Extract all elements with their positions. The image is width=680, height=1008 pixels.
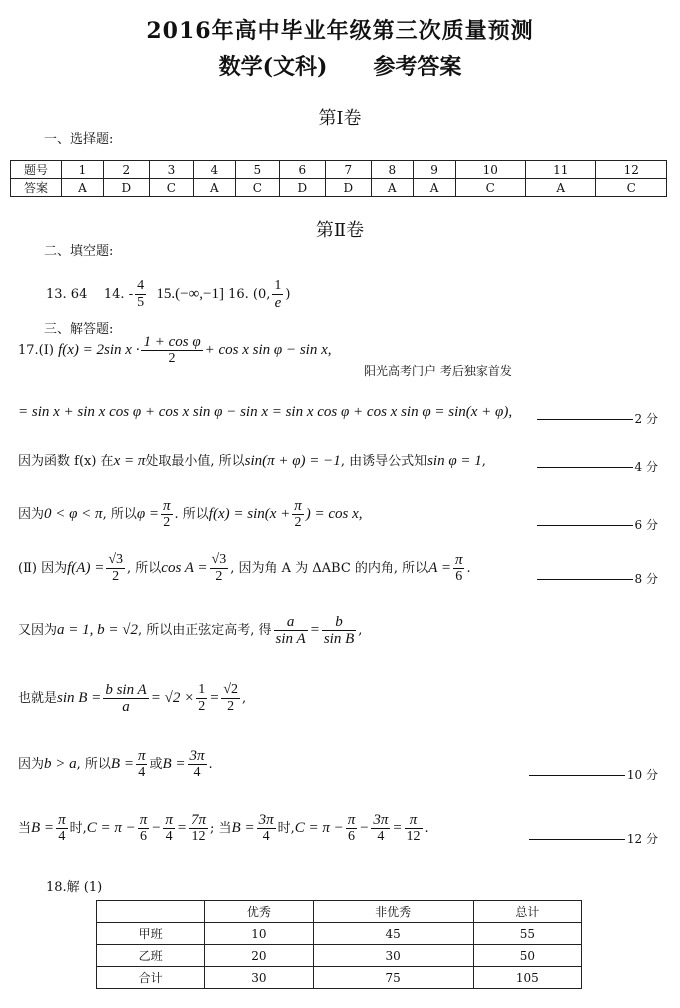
fraction [103, 682, 148, 715]
contingency-table [96, 900, 582, 989]
score-label: 8 分 [634, 572, 658, 586]
table-cell: 50 [473, 945, 581, 967]
fraction [257, 812, 276, 845]
section-free-response: 三、解答题: [44, 322, 114, 337]
table-cell: 4 [193, 161, 235, 179]
text: 因为 [18, 757, 45, 772]
math-expression: − [151, 820, 162, 836]
table-cell: A [193, 179, 235, 197]
table-cell: A [371, 179, 413, 197]
text: . [208, 757, 213, 772]
text: (Ⅱ) 因为 [18, 561, 68, 576]
numerator: 7π [191, 812, 207, 828]
text: , [242, 691, 247, 706]
text: 又因为 [18, 623, 58, 638]
fraction [161, 498, 173, 531]
fraction [371, 812, 390, 845]
denominator: 2 [198, 699, 206, 714]
table-cell: 3 [149, 161, 193, 179]
text: 时, [69, 821, 87, 836]
table-cell: A [62, 179, 104, 197]
table-cell: 答案 [11, 179, 62, 197]
numerator: 3π [189, 748, 205, 764]
fraction [163, 812, 175, 845]
math-expression: ) = cos x, [305, 506, 363, 522]
table-cell: A [526, 179, 596, 197]
denominator: 6 [348, 829, 356, 844]
score-label: 10 分 [626, 768, 658, 782]
numerator: π [347, 812, 356, 828]
math-expression: = sin x + sin x cos φ + cos x sin φ − sin x = sin x cos φ + cos x sin φ = sin(x + φ), [18, 404, 513, 420]
q17-label: 17.(Ⅰ) [18, 343, 54, 358]
table-cell [97, 901, 205, 923]
math-expression: sin B = [57, 690, 102, 706]
denominator: 4 [377, 829, 385, 844]
q17-line-1 [18, 334, 332, 367]
fraction [405, 812, 423, 845]
table-cell: 20 [205, 945, 313, 967]
table-cell: C [455, 179, 525, 197]
q17-line-9 [18, 812, 429, 845]
table-cell: 8 [371, 161, 413, 179]
math-expression: = √2 × [150, 690, 195, 706]
document-title: 2016年高中毕业年级第三次质量预测 [146, 18, 534, 44]
fraction [188, 748, 207, 781]
numerator: 1 + cos φ [143, 334, 201, 350]
math-expression: A = [428, 560, 451, 576]
math-expression: f(x) = sin(x + [208, 506, 291, 522]
numerator: π [165, 812, 173, 828]
math-expression: 0 < φ < π [44, 506, 103, 522]
q17-line-8 [18, 748, 213, 781]
table-cell: 105 [473, 967, 581, 989]
table-cell: 6 [279, 161, 325, 179]
answer-13: 13. 64 [46, 287, 88, 302]
fraction [56, 812, 68, 845]
numerator: √2 [223, 682, 239, 697]
q17-line-4 [18, 498, 363, 531]
math-expression: = [209, 690, 220, 706]
table-row [11, 161, 667, 179]
table-cell: 合计 [97, 967, 205, 989]
table-cell: A [413, 179, 455, 197]
denominator: sin A [275, 631, 306, 647]
math-expression: φ = [136, 506, 160, 522]
answer-16-suffix: ) [285, 287, 291, 302]
score-mark [529, 766, 658, 783]
fraction [136, 748, 148, 781]
volume-2-heading: 第Ⅱ卷 [315, 220, 365, 241]
fraction [106, 552, 125, 585]
text: ; 当 [210, 821, 232, 836]
numerator: 1 [198, 682, 206, 697]
numerator: b [322, 614, 356, 631]
denominator: 6 [455, 569, 463, 584]
table-row [97, 945, 582, 967]
table-cell: 45 [313, 923, 473, 945]
table-cell: 甲班 [97, 923, 205, 945]
table-cell: 30 [313, 945, 473, 967]
answer-14-fraction [135, 278, 146, 311]
dash-line [537, 525, 633, 526]
denominator: a [122, 699, 130, 715]
table-cell: 11 [526, 161, 596, 179]
table-cell: 非优秀 [313, 901, 473, 923]
fraction [196, 682, 207, 715]
table-cell: 30 [205, 967, 313, 989]
denominator: 2 [294, 515, 302, 530]
denominator: 2 [112, 569, 120, 584]
text: 或 [149, 757, 163, 772]
answer-16-fraction [272, 278, 283, 311]
table-cell: 优秀 [205, 901, 313, 923]
q17-line-7 [18, 682, 246, 715]
table-cell: 10 [205, 923, 313, 945]
table-cell: 12 [596, 161, 667, 179]
text: . 所以 [174, 507, 209, 522]
fraction [322, 614, 356, 647]
denominator: 2 [163, 515, 171, 530]
text: 当 [18, 821, 32, 836]
q17-line-2 [18, 404, 512, 421]
math-expression: b > a [44, 756, 77, 772]
table-cell: D [279, 179, 325, 197]
text: , 因为角 A 为 ΔABC 的内角, 所以 [230, 561, 429, 576]
math-expression: + cos x sin φ − sin x, [204, 342, 332, 358]
math-expression: f(x) = 2sin x · [58, 342, 140, 358]
math-expression: sin φ = 1 [427, 453, 482, 469]
q17-line-3 [18, 450, 486, 470]
fraction [453, 552, 465, 585]
math-expression: a = 1, b = √2 [57, 622, 138, 638]
table-cell: 总计 [473, 901, 581, 923]
table-cell: 10 [455, 161, 525, 179]
score-label: 6 分 [634, 518, 658, 532]
denominator: 4 [262, 829, 270, 844]
score-label: 4 分 [634, 460, 658, 474]
section-fill-in: 二、填空题: [44, 244, 114, 259]
numerator: π [405, 812, 423, 829]
section-multiple-choice: 一、选择题: [44, 132, 114, 147]
text: 处取最小值, 所以 [145, 454, 245, 469]
math-expression: − [359, 820, 370, 836]
watermark-text: 阳光高考门户 考后独家首发 [364, 364, 512, 378]
math-expression: f(A) = [67, 560, 105, 576]
table-cell: 75 [313, 967, 473, 989]
math-expression: cos A = [161, 560, 208, 576]
answer-key-label: 参考答案 [373, 54, 462, 80]
text: 时, [277, 821, 295, 836]
math-expression: C = π − [86, 820, 136, 836]
fraction [210, 552, 229, 585]
table-cell: 55 [473, 923, 581, 945]
answer-14-prefix: 14. - [103, 287, 134, 302]
q18-label: 18.解 (1) [46, 880, 103, 895]
denominator: 5 [137, 295, 145, 310]
score-mark [537, 516, 658, 533]
math-expression: B = [110, 756, 134, 772]
numerator: √3 [211, 552, 227, 567]
denominator: 2 [168, 351, 176, 366]
text: . [424, 821, 429, 836]
numerator: 3π [258, 812, 274, 828]
score-mark [537, 410, 658, 427]
math-expression: x = π [113, 453, 146, 469]
denominator: 12 [191, 829, 206, 844]
text: 因为 [18, 507, 45, 522]
math-expression: B = [162, 756, 186, 772]
table-row [97, 967, 582, 989]
q17-line-5 [18, 552, 471, 585]
numerator: π [294, 498, 302, 514]
math-expression: = [392, 820, 403, 836]
text: . [466, 561, 471, 576]
table-cell: C [149, 179, 193, 197]
fraction [189, 812, 208, 845]
table-cell: 1 [62, 161, 104, 179]
denominator: 4 [193, 765, 201, 780]
text: , [481, 454, 486, 469]
table-cell: 7 [325, 161, 371, 179]
dash-line [529, 775, 625, 776]
answer-16-prefix: 16. (0, [228, 287, 271, 302]
multiple-choice-table [10, 160, 667, 197]
math-expression: C = π − [294, 820, 344, 836]
numerator: b sin A [105, 682, 147, 698]
denominator: 2 [227, 699, 235, 714]
numerator: π [137, 748, 146, 764]
dash-line [537, 579, 633, 580]
text: , 所以 [76, 757, 111, 772]
numerator: √3 [108, 552, 124, 567]
denominator: 2 [215, 569, 223, 584]
denominator: 12 [406, 829, 421, 844]
document-subtitle [0, 50, 680, 81]
fraction [274, 614, 308, 647]
fraction [292, 498, 304, 531]
numerator: π [163, 498, 171, 514]
text: , 由诱导公式知 [340, 454, 428, 469]
table-cell: D [325, 179, 371, 197]
denominator: sin B [323, 631, 355, 647]
table-cell: 5 [235, 161, 279, 179]
numerator: 1 [274, 278, 282, 293]
subject-label: 数学(文科) [218, 54, 328, 80]
fraction [346, 812, 358, 845]
numerator: π [454, 552, 463, 568]
table-cell: C [235, 179, 279, 197]
numerator: π [58, 812, 66, 828]
denominator: 4 [138, 765, 146, 780]
table-cell: 题号 [11, 161, 62, 179]
answer-15: 15.(−∞,−1] [156, 286, 224, 302]
score-mark [529, 830, 658, 847]
table-row [97, 923, 582, 945]
q17-line-6 [18, 614, 362, 647]
text: , 所以由正弦定高考, 得 [138, 623, 272, 638]
fill-in-answers [46, 278, 290, 311]
text: , 所以 [102, 507, 137, 522]
numerator: a [274, 614, 308, 631]
table-row [97, 901, 582, 923]
numerator: 3π [373, 812, 389, 828]
denominator: 6 [139, 829, 147, 844]
text: 也就是 [18, 691, 58, 706]
fraction [221, 682, 240, 715]
denominator: 4 [165, 829, 173, 844]
table-row [11, 179, 667, 197]
text: , 所以 [127, 561, 162, 576]
dash-line [529, 839, 625, 840]
table-cell: C [596, 179, 667, 197]
math-expression: = [309, 622, 320, 638]
math-expression: sin(π + φ) = −1 [244, 453, 341, 469]
math-expression: B = [231, 820, 255, 836]
table-cell: 乙班 [97, 945, 205, 967]
dash-line [537, 419, 633, 420]
text: , [358, 623, 363, 638]
math-expression: = [176, 820, 188, 836]
fraction [138, 812, 150, 845]
table-cell: 9 [413, 161, 455, 179]
math-expression: B = [31, 820, 55, 836]
fraction [141, 334, 202, 367]
numerator: 4 [137, 278, 145, 293]
numerator: π [139, 812, 148, 828]
score-label: 12 分 [626, 832, 658, 846]
text: 因为函数 f(x) 在 [18, 454, 114, 469]
denominator: e [274, 295, 282, 311]
table-cell: D [103, 179, 149, 197]
score-label: 2 分 [634, 412, 658, 426]
score-mark [537, 570, 658, 587]
score-mark [537, 458, 658, 475]
volume-1-heading: 第Ⅰ卷 [318, 108, 362, 129]
dash-line [537, 467, 633, 468]
denominator: 4 [58, 829, 66, 844]
table-cell: 2 [103, 161, 149, 179]
